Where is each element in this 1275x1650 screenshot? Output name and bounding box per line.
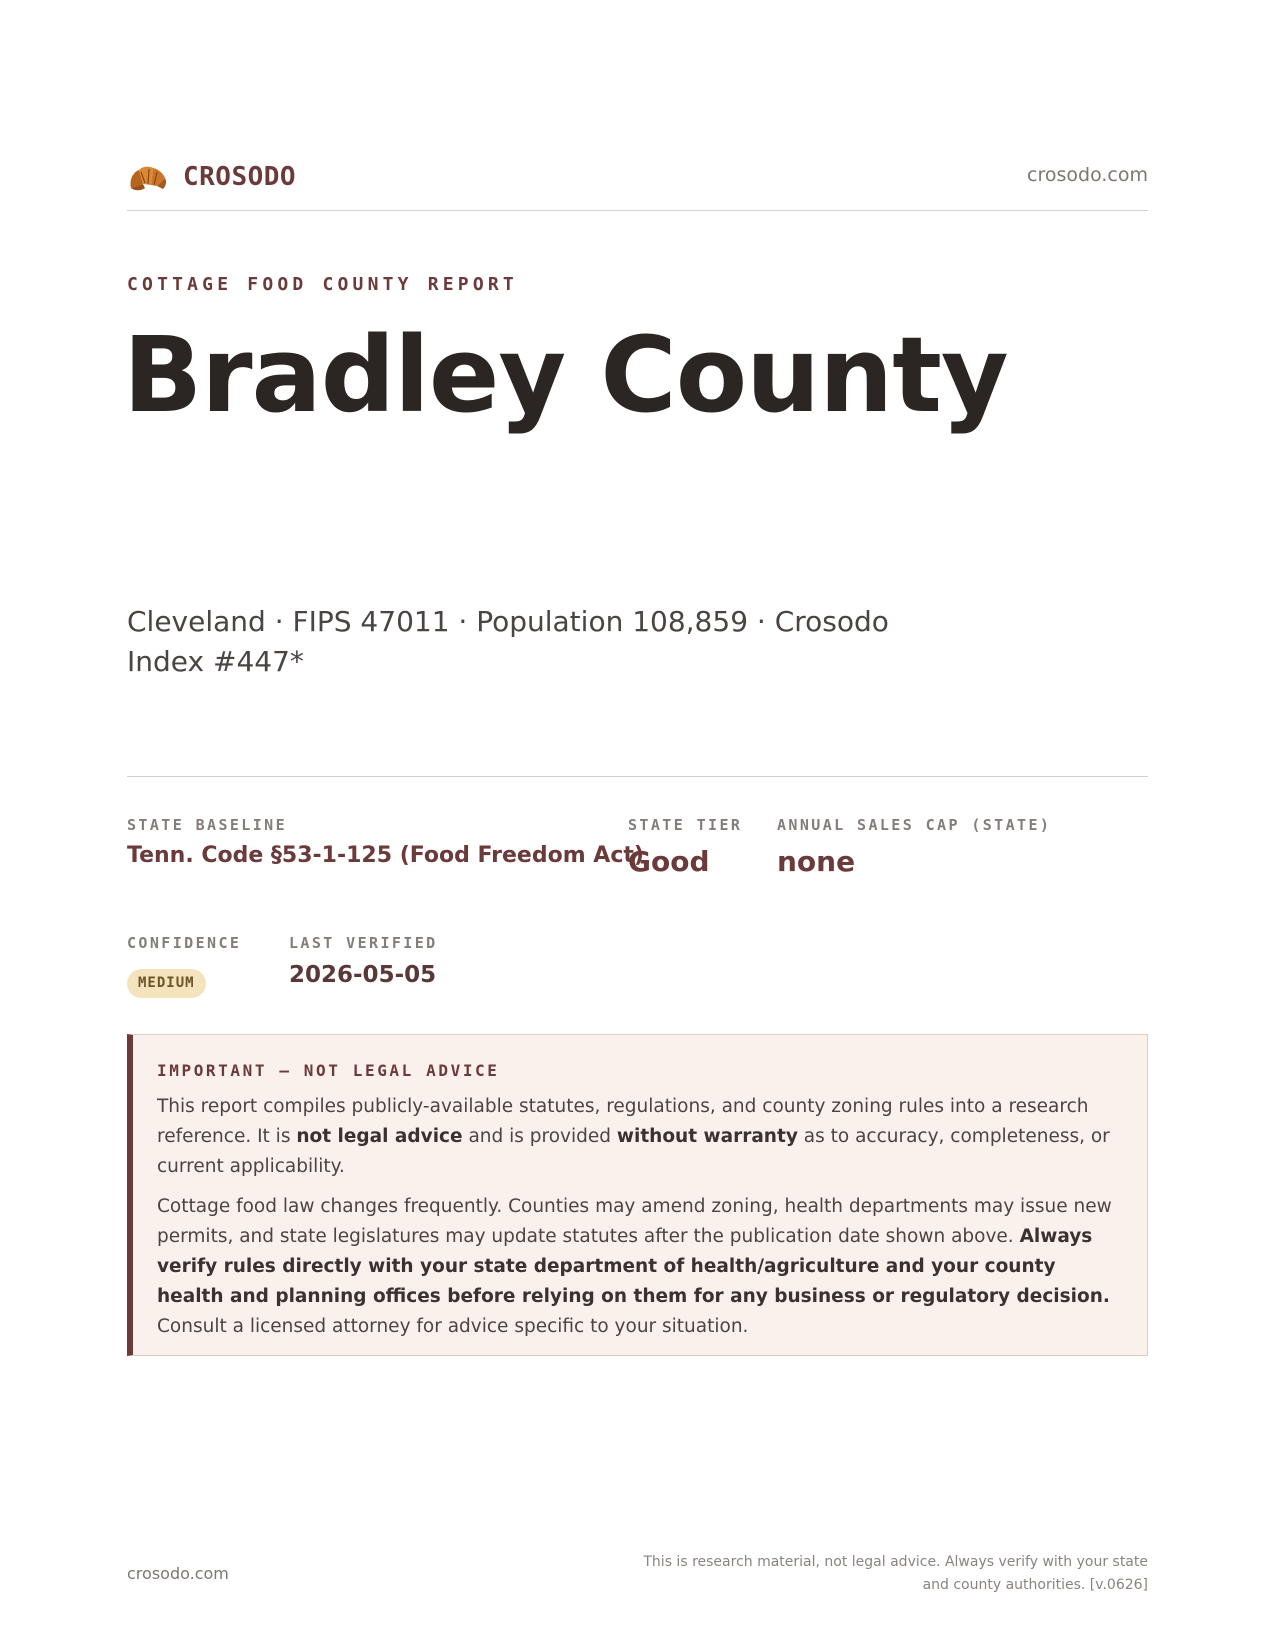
disclaimer-paragraph-2: Cottage food law changes frequently. Counties may amend zoning, health departments may issue new permits, and state legislatures may update statutes after the publication date shown above. Always verify rules directly with your state department of health/agriculture and your county health and planning offices before relying on them for any business or regulatory decision. Consult a licensed attorney for advice specific to your situation. [157, 1196, 1112, 1337]
page-title: Bradley County [123, 314, 1008, 436]
section-divider [127, 776, 1148, 777]
disclaimer-paragraph-1: This report compiles publicly-available statutes, regulations, and county zoning rules into a research reference. It is not legal advice and is provided without warranty as to accuracy, completeness, or current applicability. [157, 1096, 1110, 1177]
sales-cap-value: none [777, 845, 856, 878]
croissant-icon [127, 158, 169, 196]
confidence-badge: MEDIUM [127, 969, 206, 998]
sales-cap-label: ANNUAL SALES CAP (STATE) [777, 816, 1052, 834]
page-header [127, 158, 1148, 211]
emphasis-without-warranty: without warranty [616, 1126, 798, 1147]
state-tier-value: Good [628, 845, 710, 878]
report-page [123, 0, 1148, 1650]
emphasis-verify-rules: Always verify rules directly with your state department of health/agriculture and your county health and planning offices before relying on them for any business or regulatory decision. [157, 1226, 1110, 1307]
brand[interactable] [127, 158, 296, 196]
last-verified-value: 2026-05-05 [289, 962, 437, 988]
brand-name: CROSODO [183, 162, 297, 192]
legal-disclaimer-box [127, 1034, 1148, 1356]
state-tier-label: STATE TIER [628, 816, 743, 834]
report-subtitle: Cleveland · FIPS 47011 · Population 108,859 · Crosodo Index #447* [127, 605, 889, 678]
emphasis-not-legal-advice: not legal advice [296, 1126, 463, 1147]
confidence-label: CONFIDENCE [127, 934, 242, 952]
site-url-link[interactable]: crosodo.com [1027, 164, 1148, 186]
state-baseline-value: Tenn. Code §53-1-125 (Food Freedom Act) [127, 843, 644, 868]
report-kicker: COTTAGE FOOD COUNTY REPORT [127, 274, 518, 295]
state-baseline-label: STATE BASELINE [127, 816, 288, 834]
disclaimer-title: IMPORTANT — NOT LEGAL ADVICE [157, 1061, 500, 1080]
footer-disclaimer-line-1: This is research material, not legal advice. Always verify with your state [643, 1554, 1148, 1570]
footer-disclaimer-line-2: and county authorities. [v.0626] [922, 1577, 1148, 1593]
footer-site-link[interactable]: crosodo.com [127, 1564, 229, 1583]
footer-disclaimer [628, 1551, 1148, 1597]
last-verified-label: LAST VERIFIED [289, 934, 438, 952]
